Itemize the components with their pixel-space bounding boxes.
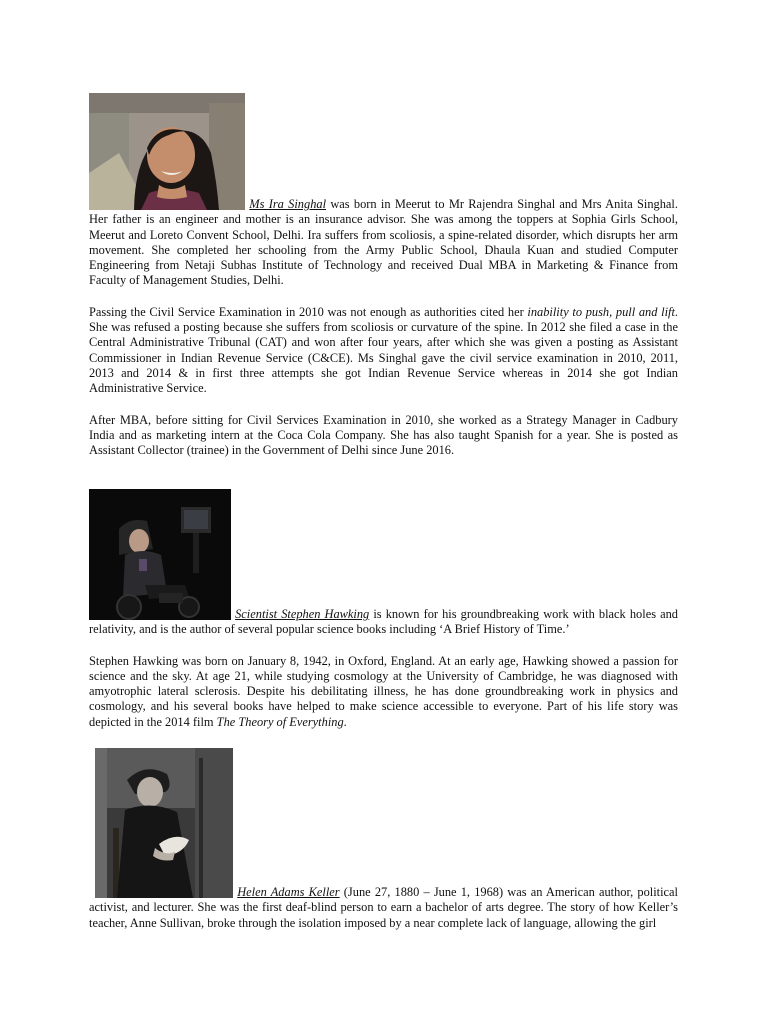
ira-singhal-section	[89, 93, 678, 458]
hawking-bio-text: Stephen Hawking was born on January 8, 1942, in Oxford, England. At an early age, Hawking showed a passion for science and the sky. At age 21, while studying cosmology at the University of Cambridge, he was diagnosed with amyotrophic lateral sclerosis. Despite his debilitating illness, he has done groundbreaking work in physics and cosmology, and his several books have helped to make science accessible to everyone. Part of his life story was depicted in the 2014 film	[89, 653, 678, 729]
ira-career-paragraph	[89, 305, 678, 397]
hawking-film-title: The Theory of Everything	[216, 714, 344, 729]
stephen-hawking-link[interactable]: Scientist Stephen Hawking	[235, 607, 370, 621]
portrait-photo-icon	[89, 93, 245, 210]
hawking-bio-paragraph	[89, 654, 678, 730]
ira-work-paragraph: After MBA, before sitting for Civil Services Examination in 2010, she worked as a Strategy Manager in Cadbury India and as marketing intern at the Coca Cola Company. She has also taught Spanish for a year. She is posted as Assistant Collector (trainee) in the Government of Delhi since June 2016.	[89, 412, 678, 458]
ira-career-text-start: Passing the Civil Service Examination in 2010 was not enough as authorities cited her	[89, 304, 528, 319]
helen-keller-photo	[95, 748, 233, 898]
hawking-intro-text: is known for his groundbreaking work with black holes and relativity, and is the author of several popular science books including ‘A Brief History of Time.’	[89, 607, 679, 637]
ira-singhal-link[interactable]: Ms Ira Singhal	[249, 197, 327, 211]
helen-keller-link[interactable]: Helen Adams Keller	[237, 885, 340, 899]
ira-career-emphasis: inability to push, pull and lift	[527, 304, 675, 319]
ira-intro-text: was born in Meerut to Mr Rajendra Singhal and Mrs Anita Singhal. Her father is an engineer and mother is an insurance advisor. She was among the toppers at Sophia Girls School, Meerut and Loreto Convent School, Delhi. Ira suffers from scoliosis, a spine-related disorder, which disrupts her arm movement. She completed her schooling from the Army Public School, Dhaula Kuan and studied Computer Engineering from Netaji Subhas Institute of Technology and received Dual MBA in Marketing & Finance from Faculty of Management Studies, Delhi.	[89, 197, 678, 288]
ira-singhal-photo	[89, 93, 245, 210]
keller-section	[89, 748, 678, 931]
stephen-hawking-photo	[89, 489, 231, 620]
hawking-intro-paragraph	[89, 489, 678, 638]
wheelchair-portrait-photo-icon	[89, 489, 231, 620]
keller-intro-text: (June 27, 1880 – June 1, 1968) was an American author, political activist, and lecturer. She was the first deaf-blind person to earn a bachelor of arts degree. The story of how Keller’s teacher, Anne Sullivan, broke through the isolation imposed by a near complete lack of language, allowing the girl	[89, 885, 678, 930]
keller-intro-paragraph	[89, 748, 678, 931]
hawking-bio-text-end: .	[343, 714, 347, 729]
ira-intro-paragraph	[89, 93, 678, 289]
seated-portrait-photo-icon	[95, 748, 233, 898]
hawking-section	[89, 489, 678, 730]
ira-career-text-end: . She was refused a posting because she suffers from scoliosis or curvature of the spine. In 2012 she filed a case in the Central Administrative Tribunal (CAT) and won after four years, after which she was given a posting as Assistant Commissioner in Indian Revenue Service (C&CE). Ms Singhal gave the civil service examination in 2010, 2011, 2013 and 2014 & in first three attempts she got Indian Revenue Service whereas in 2014 she got Indian Administrative Service.	[89, 304, 679, 396]
